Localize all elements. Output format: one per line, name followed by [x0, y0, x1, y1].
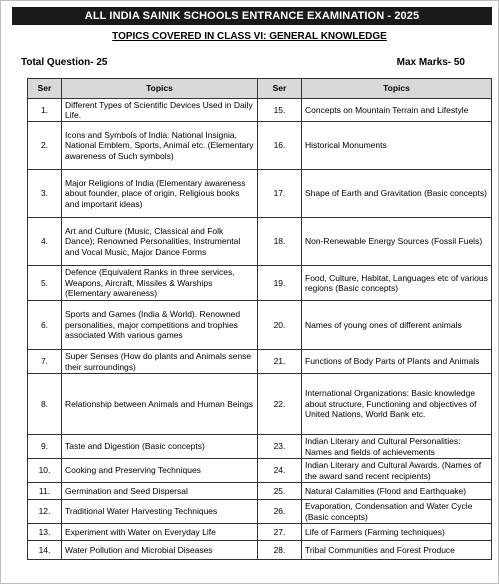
ser-right-cell: 22. [258, 374, 302, 435]
table-row [28, 524, 492, 541]
ser-right-cell: 20. [258, 301, 302, 350]
table-row [28, 218, 492, 266]
table-body [28, 99, 492, 560]
total-questions: Total Question- 25 [21, 57, 108, 68]
ser-right-cell: 24. [258, 459, 302, 483]
topic-right-cell: Shape of Earth and Gravitation (Basic concepts) [302, 170, 492, 218]
topic-right-cell: Evaporation, Condensation and Water Cycle (Basic concepts) [302, 500, 492, 524]
ser-right-cell: 16. [258, 122, 302, 170]
header-ser-left: Ser [28, 79, 62, 99]
ser-left-cell: 10. [28, 459, 62, 483]
table-row [28, 301, 492, 350]
table-header-row [28, 79, 492, 99]
topics-table [27, 78, 492, 560]
table-row [28, 541, 492, 560]
ser-right-cell: 28. [258, 541, 302, 560]
topic-left-cell: Taste and Digestion (Basic concepts) [62, 435, 258, 459]
ser-right-cell: 27. [258, 524, 302, 541]
topic-left-cell: Icons and Symbols of India: National Insignia, National Emblem, Sports, Animal etc. (Elementary awareness of Such symbols) [62, 122, 258, 170]
table-row [28, 350, 492, 374]
header-topics-left: Topics [62, 79, 258, 99]
ser-right-cell: 25. [258, 483, 302, 500]
ser-left-cell: 4. [28, 218, 62, 266]
topic-left-cell: Relationship between Animals and Human Beings [62, 374, 258, 435]
ser-left-cell: 13. [28, 524, 62, 541]
ser-left-cell: 14. [28, 541, 62, 560]
table-row [28, 170, 492, 218]
ser-left-cell: 2. [28, 122, 62, 170]
topic-left-cell: Experiment with Water on Everyday Life [62, 524, 258, 541]
topic-left-cell: Water Pollution and Microbial Diseases [62, 541, 258, 560]
ser-left-cell: 1. [28, 99, 62, 122]
topic-right-cell: Indian Literary and Cultural Awards. (Names of the award sand recent recipients) [302, 459, 492, 483]
table-row [28, 483, 492, 500]
ser-right-cell: 18. [258, 218, 302, 266]
table-row [28, 459, 492, 483]
topic-left-cell: Traditional Water Harvesting Techniques [62, 500, 258, 524]
ser-left-cell: 8. [28, 374, 62, 435]
topic-right-cell: Historical Monuments [302, 122, 492, 170]
header-topics-right: Topics [302, 79, 492, 99]
topic-left-cell: Cooking and Preserving Techniques [62, 459, 258, 483]
exam-title: ALL INDIA SAINIK SCHOOLS ENTRANCE EXAMINATION - 2025 [12, 7, 492, 25]
document-subtitle: TOPICS COVERED IN CLASS VI: GENERAL KNOWLEDGE [112, 31, 387, 42]
table-row [28, 122, 492, 170]
ser-left-cell: 3. [28, 170, 62, 218]
topic-right-cell: Non-Renewable Energy Sources (Fossil Fuels) [302, 218, 492, 266]
ser-left-cell: 7. [28, 350, 62, 374]
ser-right-cell: 21. [258, 350, 302, 374]
topic-left-cell: Super Senses (How do plants and Animals sense their surroundings) [62, 350, 258, 374]
table-row [28, 266, 492, 301]
ser-left-cell: 11. [28, 483, 62, 500]
topic-left-cell: Art and Culture (Music, Classical and Folk Dance); Renowned Personalities, Instrumental and Vocal Music, Major Dance Forms [62, 218, 258, 266]
topic-right-cell: Names of young ones of different animals [302, 301, 492, 350]
topic-left-cell: Different Types of Scientific Devices Used in Daily Life. [62, 99, 258, 122]
table-row [28, 374, 492, 435]
topic-right-cell: Natural Calamities (Flood and Earthquake) [302, 483, 492, 500]
topic-left-cell: Major Religions of India (Elementary awareness about founder, place of origin, Religious books and important ideas) [62, 170, 258, 218]
ser-left-cell: 5. [28, 266, 62, 301]
table-row [28, 99, 492, 122]
ser-right-cell: 19. [258, 266, 302, 301]
ser-right-cell: 15. [258, 99, 302, 122]
table-row [28, 435, 492, 459]
topic-left-cell: Sports and Games (India & World). Renowned personalities, major competitions and trophies associated With various games [62, 301, 258, 350]
topic-right-cell: Functions of Body Parts of Plants and Animals [302, 350, 492, 374]
header-ser-right: Ser [258, 79, 302, 99]
topic-left-cell: Defence (Equivalent Ranks in three services, Weapons, Aircraft, Missiles & Warships (Elementary awareness) [62, 266, 258, 301]
ser-left-cell: 6. [28, 301, 62, 350]
ser-left-cell: 9. [28, 435, 62, 459]
topic-right-cell: Indian Literary and Cultural Personalities: Names and fields of achievements [302, 435, 492, 459]
topic-right-cell: Food, Culture, Habitat, Languages etc of various regions (Basic concepts) [302, 266, 492, 301]
ser-right-cell: 17. [258, 170, 302, 218]
ser-left-cell: 12. [28, 500, 62, 524]
topic-left-cell: Germination and Seed Dispersal [62, 483, 258, 500]
ser-right-cell: 23. [258, 435, 302, 459]
table-row [28, 500, 492, 524]
topic-right-cell: Life of Farmers (Farming techniques) [302, 524, 492, 541]
topic-right-cell: Tribal Communities and Forest Produce [302, 541, 492, 560]
ser-right-cell: 26. [258, 500, 302, 524]
topic-right-cell: International Organizations: Basic knowledge about structure, Functioning and objectives of United Nations, World Bank etc. [302, 374, 492, 435]
topic-right-cell: Concepts on Mountain Terrain and Lifestyle [302, 99, 492, 122]
max-marks: Max Marks- 50 [396, 57, 465, 68]
